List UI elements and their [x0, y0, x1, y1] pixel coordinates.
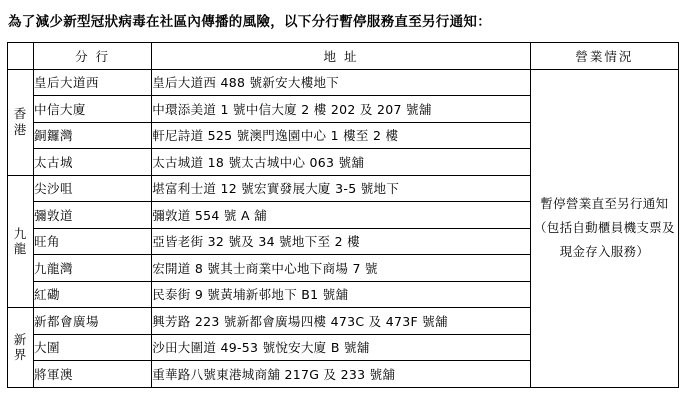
branch-name: 旺角 [34, 228, 152, 255]
branch-name: 大圍 [34, 334, 152, 361]
region-label-kowloon: 九龍 [8, 175, 34, 308]
branch-address: 宏開道 8 號其士商業中心地下商場 7 號 [152, 255, 531, 282]
branch-address: 民泰街 9 號黃埔新邨地下 B1 號舖 [152, 281, 531, 308]
branch-closure-table [7, 42, 679, 388]
branch-address: 太古城道 18 號太古城中心 063 號舖 [152, 149, 531, 176]
branch-address: 軒尼詩道 525 號澳門逸園中心 1 樓至 2 樓 [152, 122, 531, 149]
branch-name: 紅磡 [34, 281, 152, 308]
region-label-newterritories: 新界 [8, 308, 34, 388]
column-header-region [8, 42, 34, 69]
branch-address: 堪富利士道 12 號宏實發展大廈 3-5 號地下 [152, 175, 531, 202]
branch-name: 將軍澳 [34, 361, 152, 388]
column-header-status: 營業情況 [530, 42, 678, 69]
branch-address: 興芳路 223 號新都會廣場四樓 473C 及 473F 號舖 [152, 308, 531, 335]
branch-name: 九龍灣 [34, 255, 152, 282]
column-header-address: 地 址 [152, 42, 531, 69]
branch-address: 皇后大道西 488 號新安大樓地下 [152, 69, 531, 96]
branch-name: 新都會廣場 [34, 308, 152, 335]
branch-address: 亞皆老街 32 號及 34 號地下至 2 樓 [152, 228, 531, 255]
table-header-row [8, 42, 679, 69]
branch-address: 重華路八號東港城商舖 217G 及 233 號舖 [152, 361, 531, 388]
region-label-hongkong: 香港 [8, 69, 34, 175]
branch-name: 尖沙咀 [34, 175, 152, 202]
branch-name: 彌敦道 [34, 202, 152, 229]
branch-address: 中環添美道 1 號中信大廈 2 樓 202 及 207 號舖 [152, 96, 531, 123]
branch-address: 沙田大圍道 49-53 號悅安大廈 B 號舖 [152, 334, 531, 361]
page-title: 為了減少新型冠狀病毒在社區內傳播的風險，以下分行暫停服務直至另行通知： [8, 14, 491, 30]
column-header-branch: 分 行 [34, 42, 152, 69]
table-row [8, 69, 679, 96]
branch-name: 太古城 [34, 149, 152, 176]
status-note: 暫停營業直至另行通知（包括自動櫃員機支票及現金存入服務） [530, 69, 678, 387]
branch-name: 皇后大道西 [34, 69, 152, 96]
branch-name: 銅鑼灣 [34, 122, 152, 149]
branch-name: 中信大廈 [34, 96, 152, 123]
branch-address: 彌敦道 554 號 A 舖 [152, 202, 531, 229]
